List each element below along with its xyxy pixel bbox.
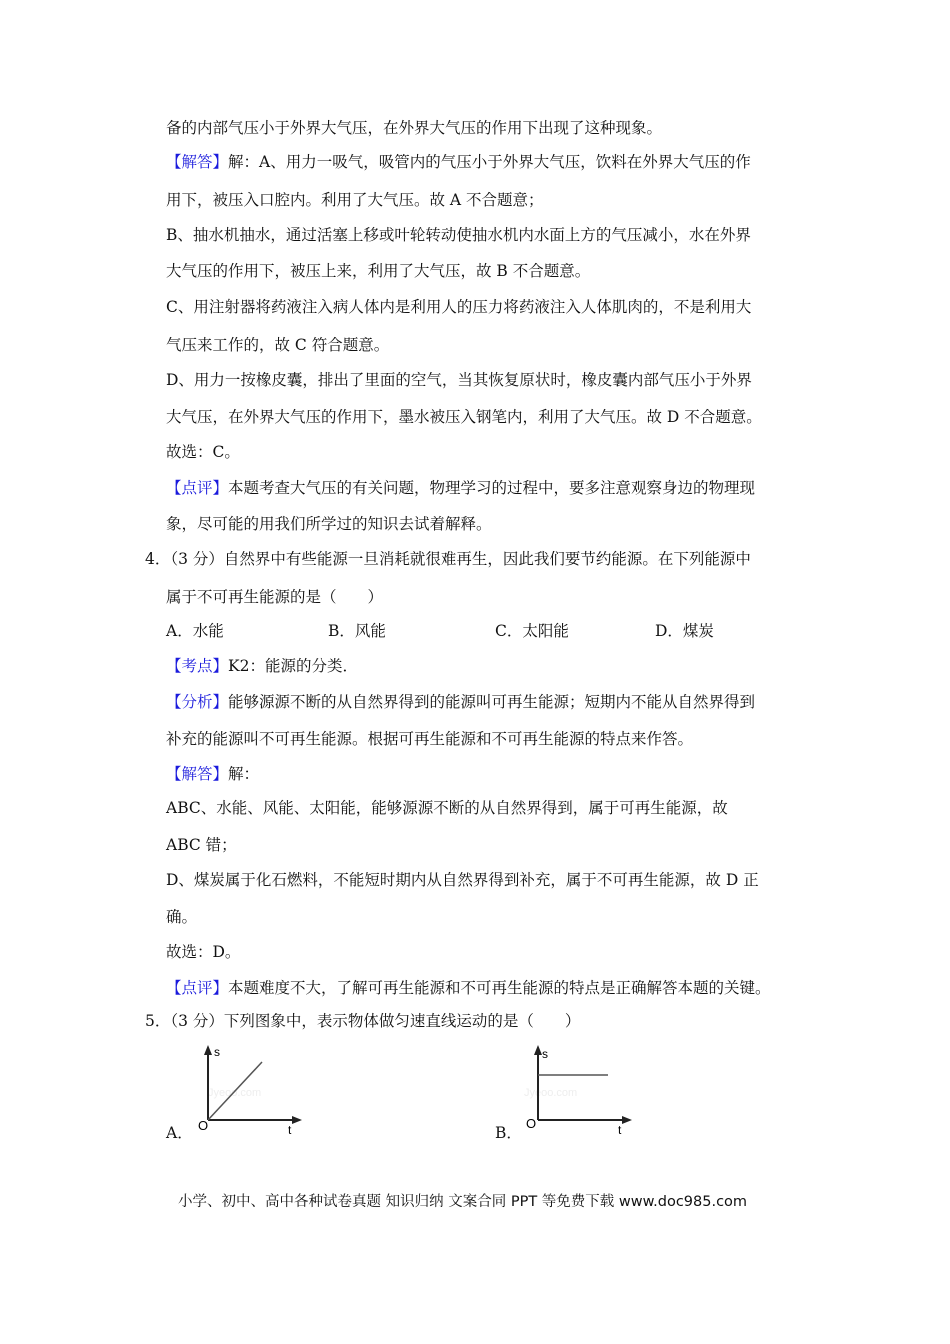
analysis-tag: 【分析】	[166, 693, 229, 711]
comment-line	[166, 978, 771, 998]
answer-text: 解：	[228, 765, 260, 783]
graph-b	[520, 1044, 640, 1136]
answer-text: 解：A、用力一吸气，吸管内的气压小于外界大气压，饮料在外界大气压的作	[228, 153, 751, 171]
point-text: K2：能源的分类．	[228, 657, 358, 675]
option-c: C．太阳能	[495, 622, 569, 640]
choice-line: 故选：C。	[166, 443, 240, 461]
text-line: 补充的能源叫不可再生能源。根据可再生能源和不可再生能源的特点来作答。	[166, 730, 694, 748]
x-arrow	[292, 1116, 302, 1124]
question-stem: 5．（3 分）下列图象中，表示物体做匀速直线运动的是（ ）	[145, 1012, 581, 1030]
y-arrow	[204, 1045, 212, 1055]
text-line: D、煤炭属于化石燃料，不能短时期内从自然界得到补充，属于不可再生能源，故 D 正	[166, 871, 759, 889]
comment-line	[166, 478, 755, 498]
text-line: B、抽水机抽水，通过活塞上移或叶轮转动使抽水机内水面上方的气压减小，水在外界	[166, 226, 751, 244]
x-axis-label: t	[618, 1123, 622, 1136]
comment-tag: 【点评】	[166, 479, 229, 497]
text-line: ABC、水能、风能、太阳能，能够源源不断的从自然界得到，属于可再生能源，故	[166, 799, 728, 817]
option-d: D．煤炭	[655, 622, 714, 640]
answer-tag: 【解答】	[166, 765, 229, 783]
question-stem: 4．（3 分）自然界中有些能源一旦消耗就很难再生，因此我们要节约能源。在下列能源中	[145, 550, 751, 568]
page-footer: 小学、初中、高中各种试卷真题 知识归纳 文案合同 PPT 等免费下载 www.doc985.com	[178, 1194, 748, 1210]
text-line: 用下，被压入口腔内。利用了大气压。故 A 不合题意；	[166, 191, 544, 209]
comment-tag: 【点评】	[166, 979, 229, 997]
origin-label: O	[526, 1116, 537, 1131]
text-line: 备的内部气压小于外界大气压，在外界大气压的作用下出现了这种现象。	[166, 119, 663, 137]
point-tag: 【考点】	[166, 657, 229, 675]
text-line: 大气压的作用下，被压上来，利用了大气压，故 B 不合题意。	[166, 262, 591, 280]
y-axis-label: s	[214, 1045, 220, 1059]
comment-text: 本题难度不大，了解可再生能源和不可再生能源的特点是正确解答本题的关键。	[228, 979, 771, 997]
watermark: Jyeoo.com	[524, 1087, 578, 1099]
answer-line	[166, 764, 259, 784]
text-line: 气压来工作的，故 C 符合题意。	[166, 336, 390, 354]
answer-line	[166, 152, 751, 172]
x-axis-label: t	[288, 1123, 292, 1136]
x-arrow	[622, 1116, 632, 1124]
choice-line: 故选：D。	[166, 943, 241, 961]
y-axis-label: s	[542, 1047, 548, 1061]
analysis-text: 能够源源不断的从自然界得到的能源叫可再生能源；短期内不能从自然界得到	[228, 693, 756, 711]
text-line: D、用力一按橡皮囊，排出了里面的空气，当其恢复原状时，橡皮囊内部气压小于外界	[166, 371, 752, 389]
graph-a-label: A．	[166, 1124, 193, 1142]
question-stem: 属于不可再生能源的是（ ）	[166, 588, 384, 606]
text-line: C、用注射器将药液注入病人体内是利用人的压力将药液注入人体肌肉的，不是利用大	[166, 298, 752, 316]
text-line: 大气压，在外界大气压的作用下，墨水被压入钢笔内，利用了大气压。故 D 不合题意。	[166, 408, 762, 426]
text-line: 确。	[166, 908, 198, 926]
y-arrow	[534, 1045, 542, 1055]
graph-a	[190, 1044, 310, 1136]
origin-label: O	[198, 1118, 209, 1133]
option-a: A．水能	[166, 622, 224, 640]
point-line	[166, 656, 358, 676]
analysis-line	[166, 692, 755, 712]
option-b: B．风能	[328, 622, 386, 640]
text-line: 象，尽可能的用我们所学过的知识去试着解释。	[166, 515, 492, 533]
watermark: Jyeoo.com	[208, 1087, 262, 1099]
text-line: ABC 错；	[166, 836, 237, 854]
answer-tag: 【解答】	[166, 153, 229, 171]
comment-text: 本题考查大气压的有关问题，物理学习的过程中，要多注意观察身边的物理现	[228, 479, 756, 497]
graph-b-label: B．	[495, 1124, 522, 1142]
